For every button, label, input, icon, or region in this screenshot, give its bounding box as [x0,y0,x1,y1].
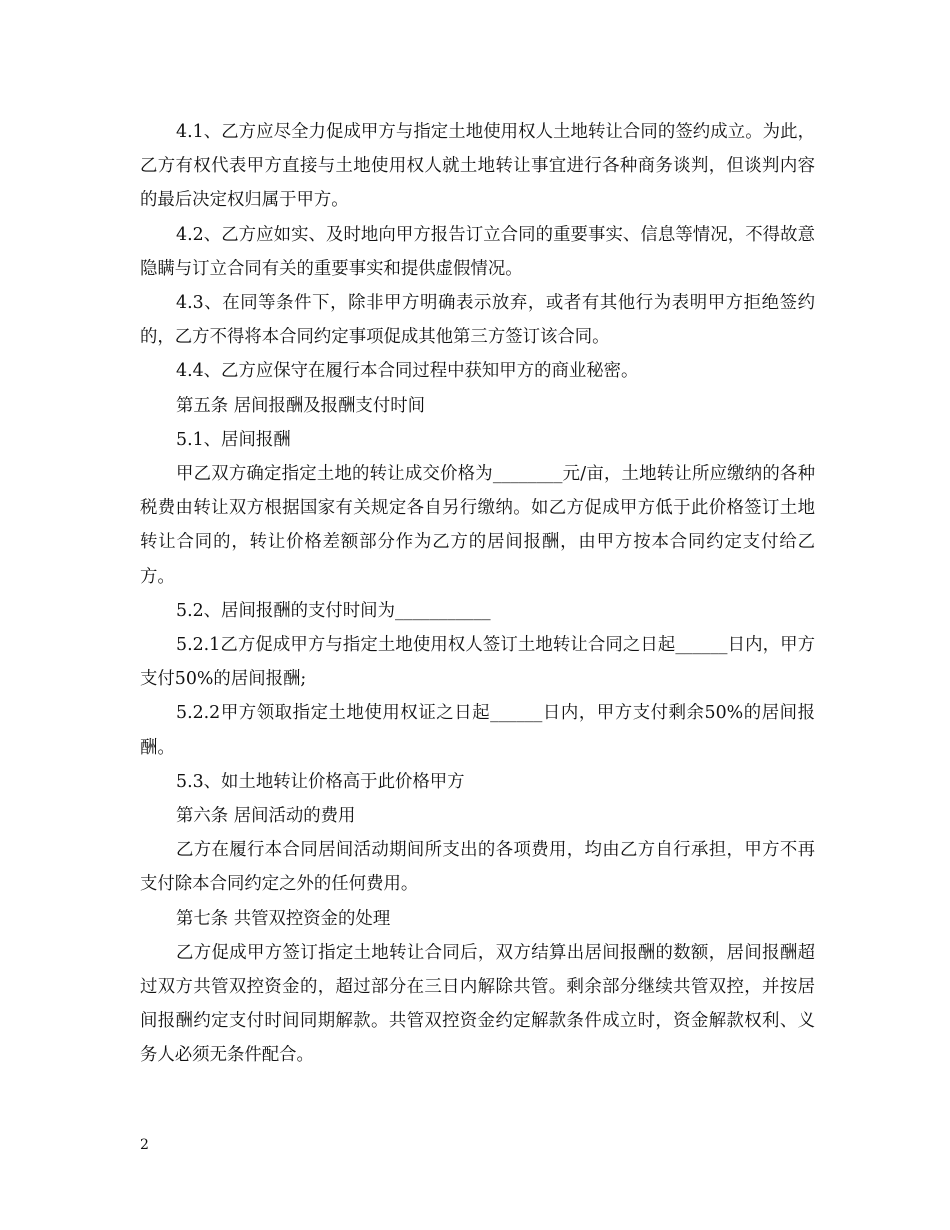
clause-4-1: 4.1、乙方应尽全力促成甲方与指定土地使用权人土地转让合同的签约成立。为此，乙方有权代表甲方直接与土地使用权人就土地转让事宜进行各种商务谈判，但谈判内容的最后决定权归属于甲方。 [140,122,815,211]
clause-5-1-heading: 5.1、居间报酬 [176,429,291,450]
article-7-body: 乙方促成甲方签订指定土地转让合同后，双方结算出居间报酬的数额，居间报酬超过双方共管双控资金的，超过部分在三日内解除共管。剩余部分继续共管双控，并按居间报酬约定支付时间同期解款。共管双控资金约定解款条件成立时，资金解款权利、义务人必须无条件配合。 [140,942,815,1066]
clause-4-3: 4.3、在同等条件下，除非甲方明确表示放弃，或者有其他行为表明甲方拒绝签约的，乙方不得将本合同约定事项促成其他第三方签订该合同。 [140,293,815,348]
article-6-body: 乙方在履行本合同居间活动期间所支出的各项费用，均由乙方自行承担，甲方不再支付除本合同约定之外的任何费用。 [140,840,815,895]
clause-5-3: 5.3、如土地转让价格高于此价格甲方 [176,771,465,792]
clause-5-1-body: 甲乙双方确定指定土地的转让成交价格为________元/亩，土地转让所应缴纳的各种税费由转让双方根据国家有关规定各自另行缴纳。如乙方促成甲方低于此价格签订土地转让合同的，转让价格差额部分作为乙方的居间报酬，由甲方按本合同约定支付给乙方。 [140,464,815,587]
clause-4-2: 4.2、乙方应如实、及时地向甲方报告订立合同的重要事实、信息等情况，不得故意隐瞒与订立合同有关的重要事实和提供虚假情况。 [140,224,815,279]
clause-5-2-2: 5.2.2甲方领取指定土地使用权证之日起______日内，甲方支付剩余50%的居间报酬。 [140,703,815,758]
document-body [140,115,815,1073]
article-6-heading: 第六条 居间活动的费用 [176,806,356,827]
article-5-heading: 第五条 居间报酬及报酬支付时间 [176,395,425,416]
clause-5-2-1: 5.2.1乙方促成甲方与指定土地使用权人签订土地转让合同之日起______日内，甲方支付50%的居间报酬; [140,635,815,690]
clause-4-4: 4.4、乙方应保守在履行本合同过程中获知甲方的商业秘密。 [176,361,639,382]
article-7-heading: 第七条 共管双控资金的处理 [176,908,391,929]
page-number: 2 [140,1137,149,1153]
clause-5-2: 5.2、居间报酬的支付时间为___________ [176,600,491,621]
